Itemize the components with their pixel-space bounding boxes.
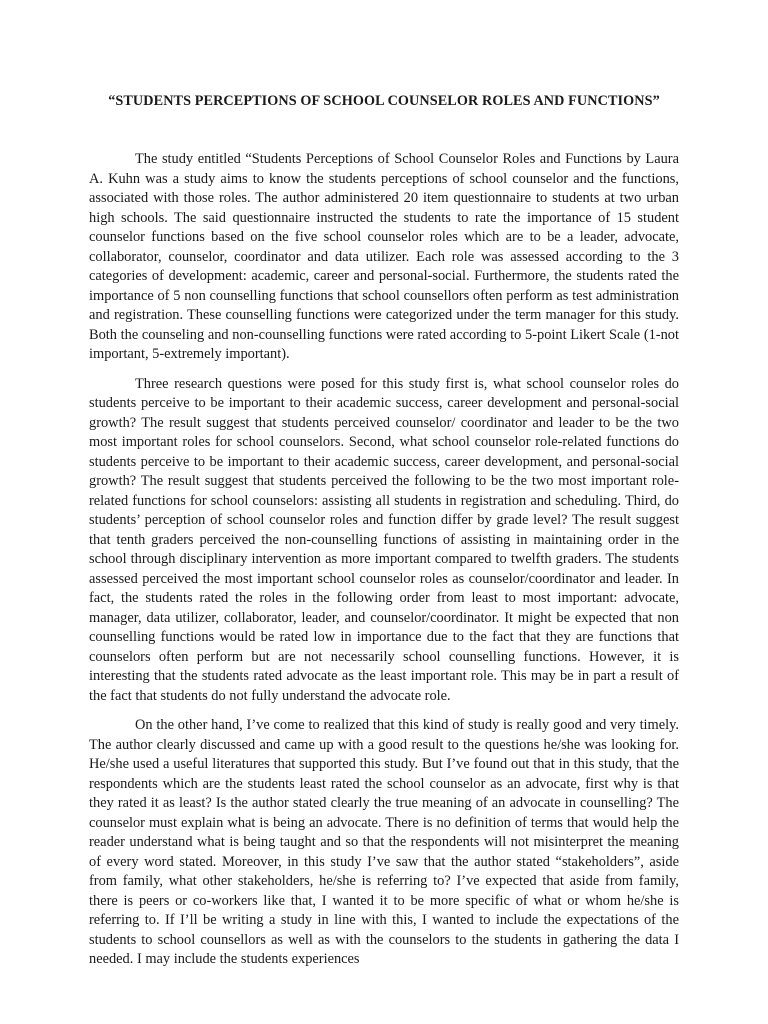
document-body [89, 150, 679, 980]
paragraph-study-summary: The study entitled “Students Perceptions of School Counselor Roles and Functions by Laura A. Kuhn was a study aims to know the students perceptions of school counselor and the functions, associated with those roles. The author administered 20 item questionnaire to students at two urban high schools. The said questionnaire instructed the students to rate the importance of 15 student counselor functions based on the five school counselor roles which are to be a leader, advocate, collaborator, counselor, coordinator and data utilizer. Each role was assessed according to the 3 categories of development: academic, career and personal-social. Furthermore, the students rated the importance of 5 non counselling functions that school counsellors often perform as test administration and registration. These counselling functions were categorized under the term manager for this study. Both the counseling and non-counselling functions were rated according to 5-point Likert Scale (1-not important, 5-extremely important). [89, 151, 679, 362]
document-title: “STUDENTS PERCEPTIONS OF SCHOOL COUNSELOR ROLES AND FUNCTIONS” [108, 93, 660, 109]
paragraph-critique: On the other hand, I’ve come to realized that this kind of study is really good and very timely. The author clearly discussed and came up with a good result to the questions he/she was looking for. He/she used a useful literatures that supported this study. But I’ve found out that in this study, that the respondents which are the students least rated the school counselor as an advocate, first why is that they rated it as least? Is the author stated clearly the true meaning of an advocate in counselling? The counselor must explain what is being an advocate. There is no definition of terms that would help the reader understand what is being taught and so that the respondents will not misinterpret the meaning of every word stated. Moreover, in this study I’ve saw that the author stated “stakeholders”, aside from family, what other stakeholders, he/she is referring to? I’ve expected that aside from family, there is peers or co-workers like that, I wanted it to be more specific of what or whom he/she is referring to. If I’ll be writing a study in line with this, I wanted to include the expectations of the students to school counsellors as well as with the counselors to the students in gathering the data I needed. I may include the students experiences [89, 717, 679, 967]
paragraph-research-questions: Three research questions were posed for this study first is, what school counselor roles do students perceive to be important to their academic success, career development and personal-social growth? The result suggest that students perceived counselor/ coordinator and leader to be the two most important roles for school counselors. Second, what school counselor role-related functions do students perceive to be important to their academic success, career development, and personal-social growth? The result suggest that students perceived the following to be the two most important role-related functions for school counselors: assisting all students in registration and scheduling. Third, do students’ perception of school counselor roles and function differ by grade level? The result suggest that tenth graders perceived the non-counselling functions of assisting in maintaining order in the school through disciplinary intervention as more important compared to twelfth graders. The students assessed perceived the most important school counselor roles as counselor/coordinator and leader. In fact, the students rated the roles in the following order from least to most important: advocate, manager, data utilizer, collaborator, leader, and counselor/coordinator. It might be expected that non counselling functions would be rated low in importance due to the fact that they are functions that counselors often perform but are not necessarily school counselling functions. However, it is interesting that the students rated advocate as the least important role. This may be in part a result of the fact that students do not fully understand the advocate role. [89, 375, 679, 704]
